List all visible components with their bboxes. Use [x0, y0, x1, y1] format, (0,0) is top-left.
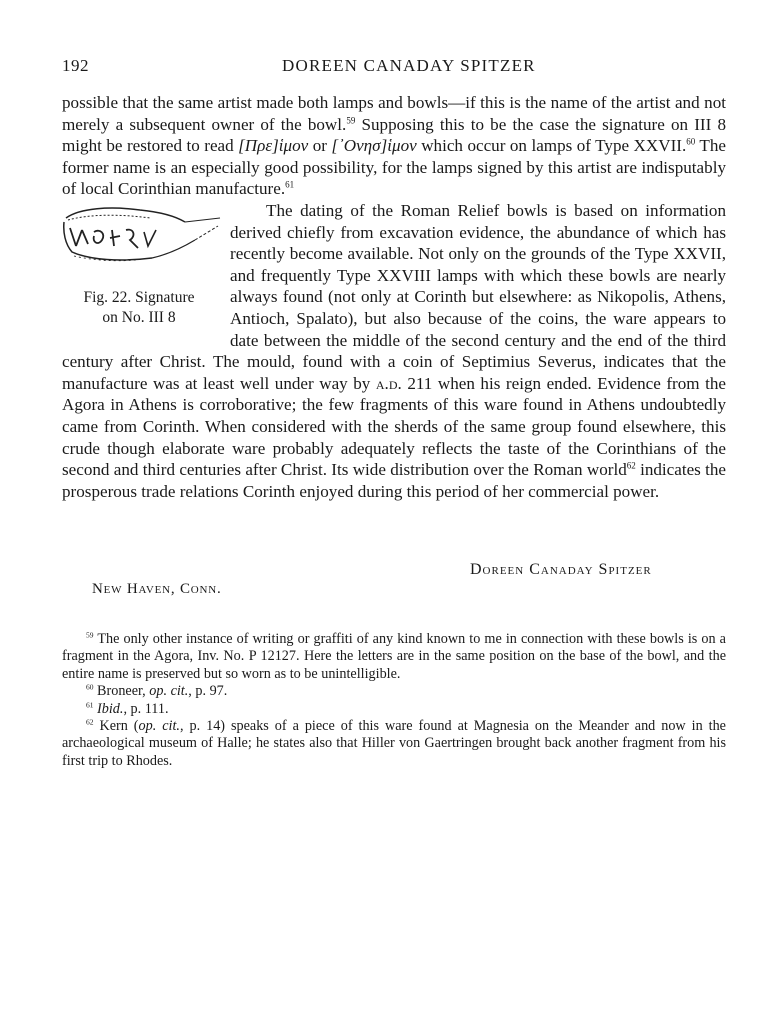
text-run: indicates the prosperous trade relations Corinth enjoyed during this period of her commercial power.	[62, 460, 727, 501]
figure-caption	[64, 288, 214, 328]
footnote-59	[62, 631, 726, 683]
footnote-text: , p. 111.	[123, 700, 169, 717]
footnote-text: Kern (	[93, 718, 139, 735]
footnote-text: The only other instance of writing or graffiti of any kind known to me in connection with these bowls is on a fragment in the Agora, Inv. No. P 12127. Here the letters are in the same position on the base of the bowl, and the entire name is preserved but so worn as to be unintelligible.	[62, 631, 726, 682]
signature-sherd-drawing	[60, 200, 226, 268]
text-run: possible that the same artist made both lamps and bowls—if this is the name of the artist and not merely a subsequent owner of the bowl.	[62, 93, 726, 134]
text-run: which occur on lamps of Type XXVII.	[416, 136, 687, 156]
figure-22	[56, 200, 226, 333]
footnote-number: 59	[86, 630, 94, 640]
body-text	[62, 92, 726, 502]
running-head: DOREEN CANADAY SPITZER	[282, 56, 536, 75]
footnote-italic: op. cit.	[138, 718, 180, 735]
footnote-ref-59[interactable]: 59	[346, 114, 356, 125]
footnote-number: 61	[86, 699, 94, 709]
greek-name-1: [Πρε]ἱμον	[238, 136, 309, 156]
footnote-text: Broneer,	[93, 683, 150, 700]
author-signature: Doreen Canaday Spitzer	[470, 561, 652, 578]
paragraph-2	[62, 200, 726, 502]
caption-line-1: Fig. 22. Signature	[83, 288, 195, 306]
footnote-number: 62	[86, 717, 94, 727]
caption-line-2: on No. III 8	[102, 308, 176, 326]
footnote-text: , p. 14) speaks of a piece of this ware found at Magnesia on the Meander and now in the archaeological museum of Halle; he states also that Hiller von Gaertringen brought back another fragment from his first trip to Rhodes.	[62, 718, 726, 769]
footnote-60	[62, 683, 726, 700]
footnotes	[62, 631, 726, 770]
text-run: The former name is an especially good possibility, for the lamps signed by this artist are indisputably of local Corinthian manufacture.	[62, 136, 726, 199]
text-run: Supposing this to be the case the signature on III 8 might be restored to read	[62, 114, 726, 156]
text-run: 211 when his reign ended. Evidence from the Agora in Athens is corroborative; the few fragments of this ware found in Athens undoubtedly came from Corinth. When considered with the sherds of the same group found elsewhere, this crude though elaborate ware probably adequately reflects the taste of the Corinthians of the second and third centuries after Christ. Its wide distribution over the Roman world	[62, 373, 726, 480]
footnote-61	[62, 701, 726, 718]
footnote-ref-60[interactable]: 60	[686, 136, 696, 147]
footnote-ref-62[interactable]: 62	[626, 460, 636, 471]
greek-name-2: [᾽Ονησ]ἱμον	[331, 136, 417, 156]
footnote-62	[62, 718, 726, 770]
footnote-text: , p. 97.	[188, 683, 228, 700]
era-abbrev: a.d.	[375, 373, 402, 393]
footnote-italic: Ibid.	[93, 700, 124, 717]
paragraph-1	[62, 92, 726, 200]
footnote-number: 60	[86, 682, 94, 692]
text-run: The dating of the Roman Relief bowls is based on information derived chiefly from excavation evidence, the abundance of which has recently become available. Not only on the grounds of the Type XXVII, and frequently Type XXVIII lamps with which these bowls are nearly always found (not only at Corinth but elsewhere: as Nikopolis, Athens, Antioch, Spalato), but also because of the coins, the ware appears to date between the middle of the second century and the end of the third century after Christ. The mould, found with a coin of Septimius Severus, indicates that the manufacture was at least well under way by	[62, 200, 726, 393]
page-number: 192	[62, 56, 89, 75]
footnote-italic: op. cit.	[149, 683, 189, 700]
text-run: or	[308, 136, 332, 156]
page-header	[62, 56, 724, 80]
author-location: New Haven, Conn.	[92, 581, 222, 597]
footnote-ref-61[interactable]: 61	[285, 179, 295, 190]
